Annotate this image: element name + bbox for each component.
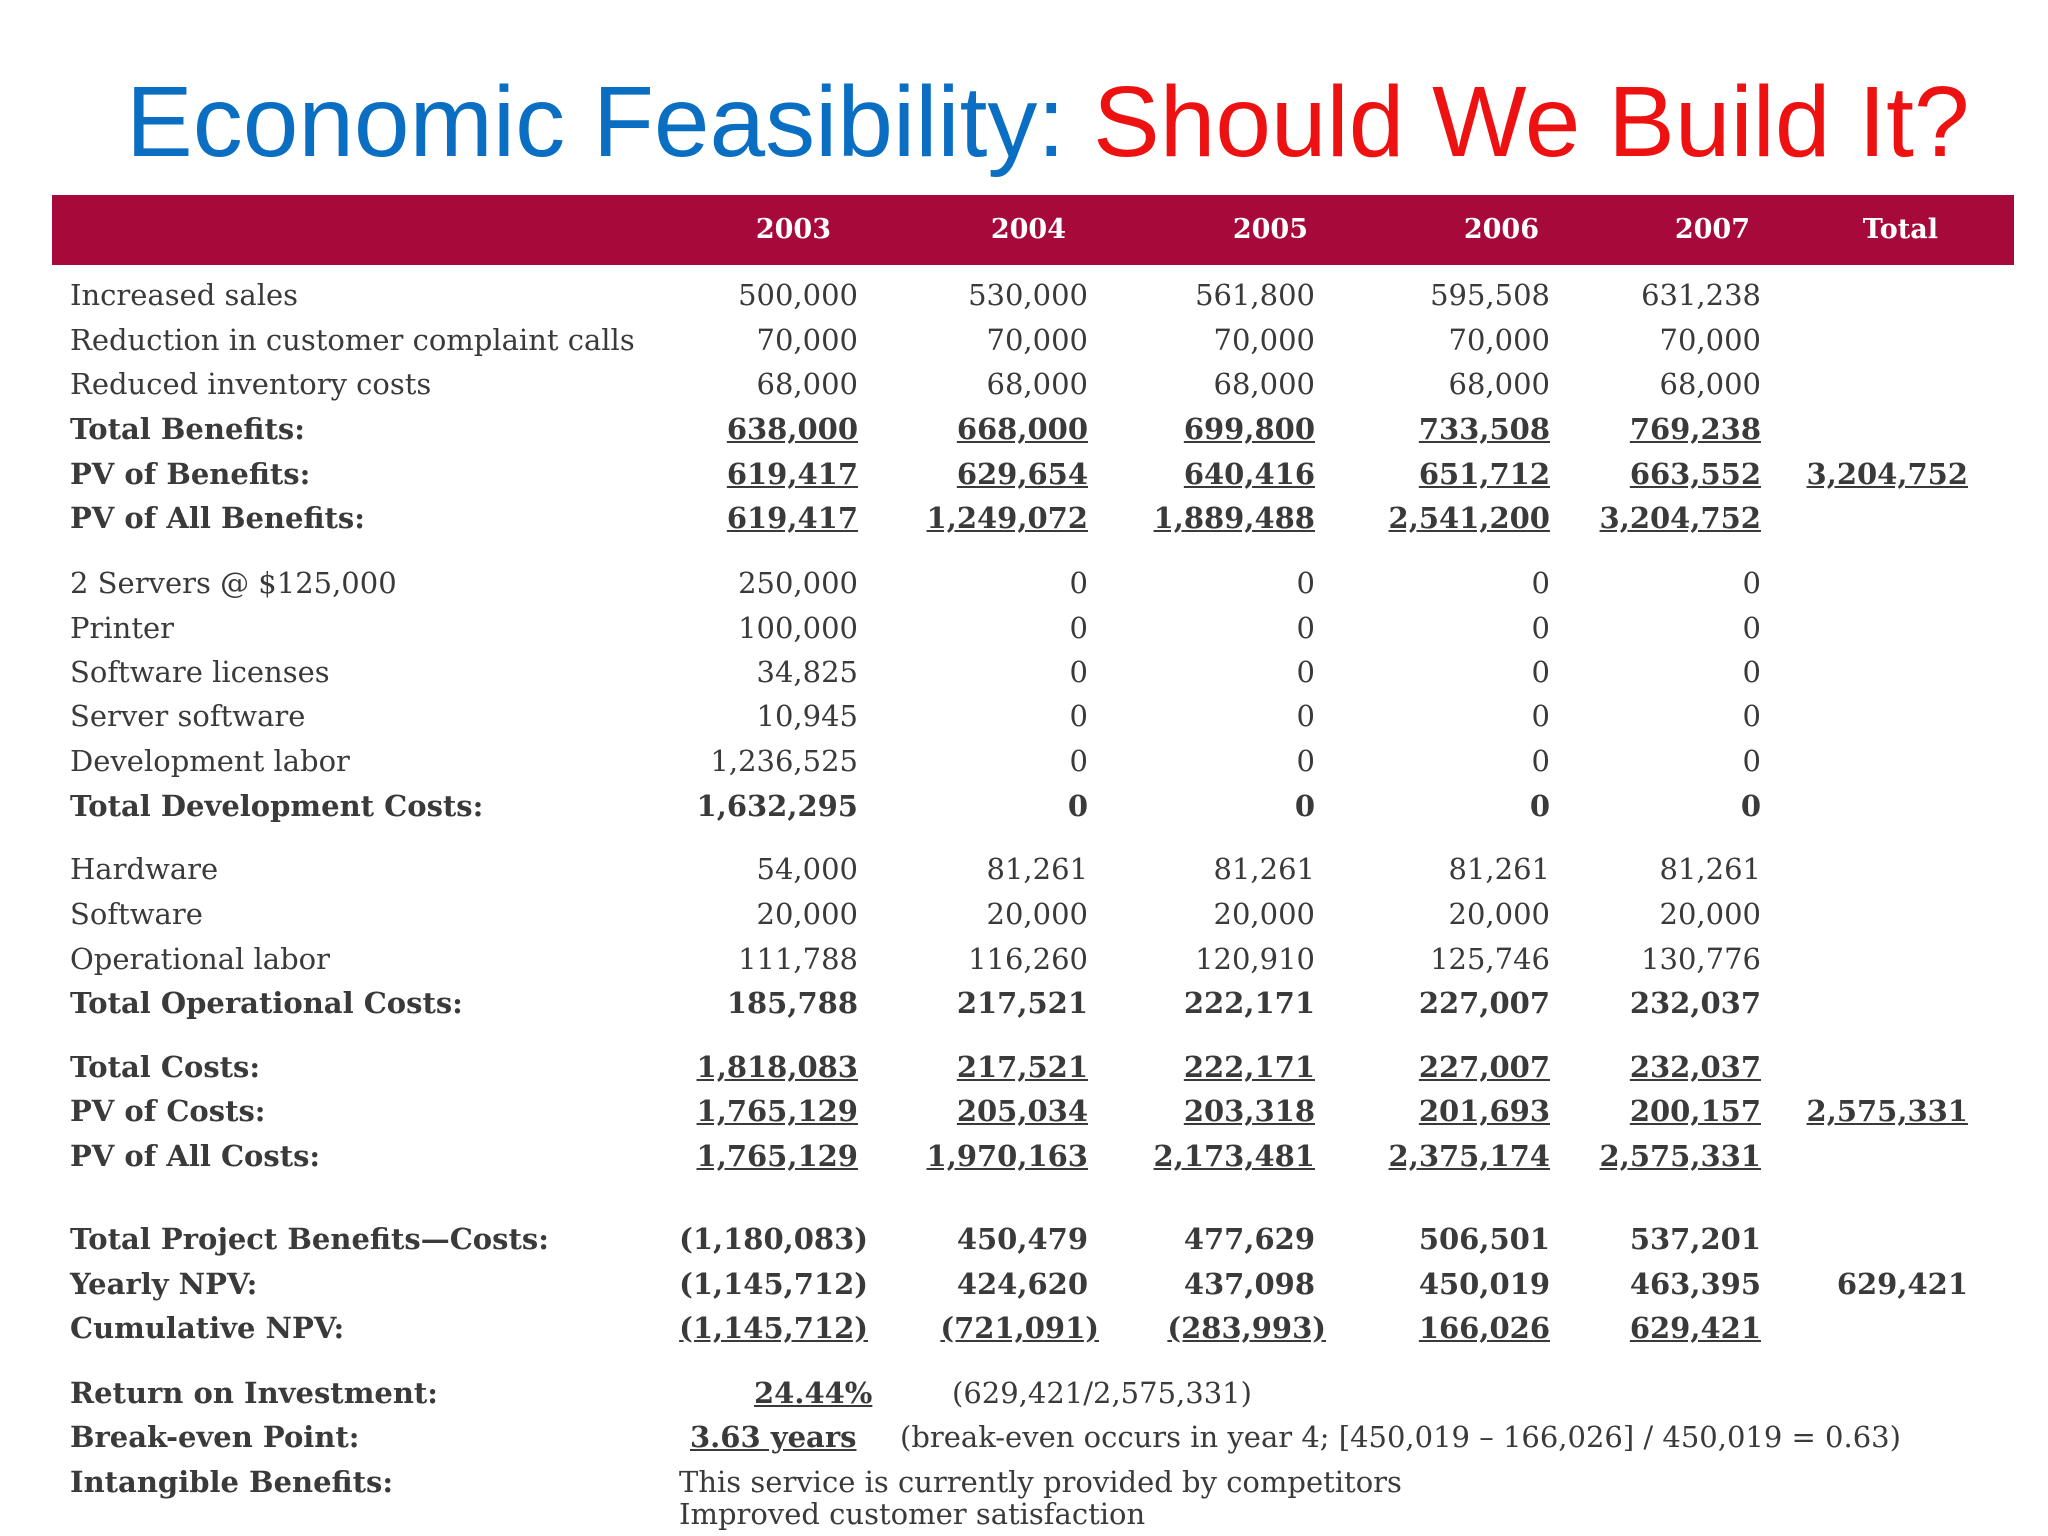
row-label: PV of Benefits:: [70, 457, 311, 491]
cell-2003: 1,236,525: [710, 744, 858, 778]
roi-label: Return on Investment:: [70, 1376, 439, 1410]
cell-2004: 217,521: [956, 986, 1088, 1020]
row-label: PV of All Costs:: [70, 1139, 321, 1173]
cell-2007: 663,552: [1629, 457, 1761, 491]
cell-total: 3,204,752: [1806, 457, 1968, 491]
column-header-2006: 2006: [1463, 214, 1539, 245]
row-label: Total Development Costs:: [70, 789, 484, 823]
cell-2006: 2,375,174: [1388, 1139, 1550, 1173]
cell-2004: 205,034: [956, 1094, 1088, 1128]
row-label: Total Costs:: [70, 1050, 261, 1084]
cell-2003: 638,000: [726, 412, 858, 446]
cell-2004: 217,521: [956, 1050, 1088, 1084]
cell-2006: 2,541,200: [1388, 501, 1550, 535]
title-part-economic-feasibility: Economic Feasibility:: [126, 66, 1093, 178]
cell-2004: 1,970,163: [926, 1139, 1088, 1173]
cell-2005: 81,261: [1213, 852, 1315, 886]
row-label: Reduction in customer complaint calls: [70, 323, 635, 357]
cell-2007: 769,238: [1629, 412, 1761, 446]
cell-2006: 201,693: [1418, 1094, 1550, 1128]
row-label: PV of Costs:: [70, 1094, 266, 1128]
cell-2004: (721,091): [940, 1311, 1099, 1345]
cell-2005: 203,318: [1183, 1094, 1315, 1128]
cell-2003: 54,000: [756, 852, 858, 886]
roi-value: 24.44%: [754, 1376, 873, 1410]
title-part-should-we-build: Should We Build It?: [1093, 66, 1970, 178]
cell-2007: 3,204,752: [1599, 501, 1761, 535]
cell-2003: (1,145,712): [679, 1267, 868, 1301]
cell-2004: 668,000: [956, 412, 1088, 446]
cell-2004: 0: [1069, 611, 1088, 645]
cell-2007: 0: [1742, 744, 1761, 778]
cell-2006: 125,746: [1430, 942, 1550, 976]
cell-2003: 10,945: [756, 699, 858, 733]
cell-2004: 0: [1069, 566, 1088, 600]
row-label: Reduced inventory costs: [70, 367, 432, 401]
column-header-2005: 2005: [1232, 214, 1308, 245]
breakeven-note: (break-even occurs in year 4; [450,019 – 166,026] / 450,019 = 0.63): [900, 1420, 1901, 1454]
row-label: Software: [70, 897, 203, 931]
row-label: 2 Servers @ $125,000: [70, 566, 397, 600]
cell-2007: 232,037: [1629, 986, 1761, 1020]
cell-2005: 0: [1296, 744, 1315, 778]
cell-2005: 0: [1294, 789, 1315, 823]
cell-2004: 424,620: [956, 1267, 1088, 1301]
cell-2007: 2,575,331: [1599, 1139, 1761, 1173]
intangible-line-2: Improved customer satisfaction: [679, 1497, 1146, 1531]
cell-2003: 185,788: [726, 986, 858, 1020]
cell-2004: 450,479: [956, 1222, 1088, 1256]
row-label: Yearly NPV:: [70, 1267, 258, 1301]
cell-2003: 250,000: [738, 566, 858, 600]
cell-2005: 699,800: [1183, 412, 1315, 446]
cell-2003: 34,825: [756, 655, 858, 689]
cell-2003: 1,765,129: [696, 1139, 858, 1173]
cell-2005: 70,000: [1213, 323, 1315, 357]
cell-2005: 2,173,481: [1153, 1139, 1315, 1173]
cell-2007: 70,000: [1659, 323, 1761, 357]
cell-2004: 0: [1069, 655, 1088, 689]
cell-2003: (1,145,712): [679, 1311, 868, 1345]
cell-2005: 477,629: [1183, 1222, 1315, 1256]
cell-2007: 537,201: [1629, 1222, 1761, 1256]
row-label: Hardware: [70, 852, 219, 886]
cell-2003: 500,000: [738, 278, 858, 312]
cell-2006: 227,007: [1418, 1050, 1550, 1084]
cell-2006: 81,261: [1448, 852, 1550, 886]
row-label: Total Operational Costs:: [70, 986, 463, 1020]
cell-2007: 629,421: [1629, 1311, 1761, 1345]
cell-2005: 20,000: [1213, 897, 1315, 931]
cell-2004: 0: [1069, 744, 1088, 778]
cell-2006: 506,501: [1418, 1222, 1550, 1256]
cell-2004: 629,654: [956, 457, 1088, 491]
cell-2006: 20,000: [1448, 897, 1550, 931]
cell-2004: 68,000: [986, 367, 1088, 401]
cell-2007: 0: [1742, 655, 1761, 689]
cell-2007: 232,037: [1629, 1050, 1761, 1084]
row-label: Total Project Benefits—Costs:: [70, 1222, 549, 1256]
row-label: Development labor: [70, 744, 350, 778]
cell-2005: 437,098: [1183, 1267, 1315, 1301]
cell-2004: 70,000: [986, 323, 1088, 357]
row-label: PV of All Benefits:: [70, 501, 365, 535]
cell-2006: 651,712: [1418, 457, 1550, 491]
intangible-label: Intangible Benefits:: [70, 1465, 394, 1499]
cell-2006: 0: [1531, 699, 1550, 733]
cell-2003: 111,788: [738, 942, 858, 976]
cell-2004: 116,260: [968, 942, 1088, 976]
cell-2005: 0: [1296, 655, 1315, 689]
column-header-total: Total: [1862, 214, 1938, 245]
cell-2007: 0: [1742, 566, 1761, 600]
cell-2005: 561,800: [1195, 278, 1315, 312]
row-label: Server software: [70, 699, 306, 733]
cell-2003: 619,417: [726, 457, 858, 491]
cell-2005: 1,889,488: [1153, 501, 1315, 535]
cell-2007: 200,157: [1629, 1094, 1761, 1128]
cell-2003: 1,818,083: [696, 1050, 858, 1084]
cell-2006: 0: [1531, 655, 1550, 689]
cell-2006: 450,019: [1418, 1267, 1550, 1301]
cell-2006: 595,508: [1430, 278, 1550, 312]
cell-2005: 68,000: [1213, 367, 1315, 401]
cell-2006: 0: [1531, 744, 1550, 778]
row-label: Printer: [70, 611, 175, 645]
cell-total: 2,575,331: [1806, 1094, 1968, 1128]
cell-2007: 20,000: [1659, 897, 1761, 931]
intangible-line-1: This service is currently provided by competitors: [679, 1465, 1402, 1499]
cell-2007: 0: [1742, 699, 1761, 733]
cell-2003: (1,180,083): [679, 1222, 868, 1256]
row-label: Software licenses: [70, 655, 330, 689]
column-header-2004: 2004: [990, 214, 1066, 245]
row-label: Cumulative NPV:: [70, 1311, 345, 1345]
column-header-2003: 2003: [755, 214, 831, 245]
cell-2007: 81,261: [1659, 852, 1761, 886]
cell-2007: 130,776: [1641, 942, 1761, 976]
cell-2007: 463,395: [1629, 1267, 1761, 1301]
roi-note: (629,421/2,575,331): [952, 1376, 1252, 1410]
cell-2006: 0: [1531, 611, 1550, 645]
cell-2003: 619,417: [726, 501, 858, 535]
cell-2005: 222,171: [1183, 986, 1315, 1020]
cell-2005: 0: [1296, 611, 1315, 645]
cell-2004: 81,261: [986, 852, 1088, 886]
cell-2003: 1,632,295: [696, 789, 858, 823]
cell-2004: 1,249,072: [926, 501, 1088, 535]
cell-2005: 640,416: [1183, 457, 1315, 491]
cell-2005: 0: [1296, 699, 1315, 733]
cell-2006: 70,000: [1448, 323, 1550, 357]
column-header-2007: 2007: [1674, 214, 1750, 245]
row-label: Increased sales: [70, 278, 299, 312]
cell-2006: 166,026: [1418, 1311, 1550, 1345]
breakeven-label: Break-even Point:: [70, 1420, 360, 1454]
cell-2003: 100,000: [738, 611, 858, 645]
cell-2006: 227,007: [1418, 986, 1550, 1020]
breakeven-value: 3.63 years: [690, 1420, 857, 1454]
cell-2006: 0: [1531, 566, 1550, 600]
cell-2005: 120,910: [1195, 942, 1315, 976]
cell-2005: 222,171: [1183, 1050, 1315, 1084]
cell-2007: 0: [1740, 789, 1761, 823]
cell-2004: 20,000: [986, 897, 1088, 931]
cell-2006: 0: [1529, 789, 1550, 823]
row-label: Operational labor: [70, 942, 330, 976]
cell-2004: 0: [1067, 789, 1088, 823]
cell-2004: 530,000: [968, 278, 1088, 312]
cell-2007: 68,000: [1659, 367, 1761, 401]
cell-2003: 70,000: [756, 323, 858, 357]
cell-2007: 0: [1742, 611, 1761, 645]
cell-2003: 68,000: [756, 367, 858, 401]
cell-2005: (283,993): [1167, 1311, 1326, 1345]
cell-2003: 1,765,129: [696, 1094, 858, 1128]
row-label: Total Benefits:: [70, 412, 305, 446]
cell-2006: 68,000: [1448, 367, 1550, 401]
cell-total: 629,421: [1836, 1267, 1968, 1301]
slide-title: [126, 62, 1969, 182]
cell-2005: 0: [1296, 566, 1315, 600]
cell-2003: 20,000: [756, 897, 858, 931]
cell-2007: 631,238: [1641, 278, 1761, 312]
cell-2006: 733,508: [1418, 412, 1550, 446]
cell-2004: 0: [1069, 699, 1088, 733]
